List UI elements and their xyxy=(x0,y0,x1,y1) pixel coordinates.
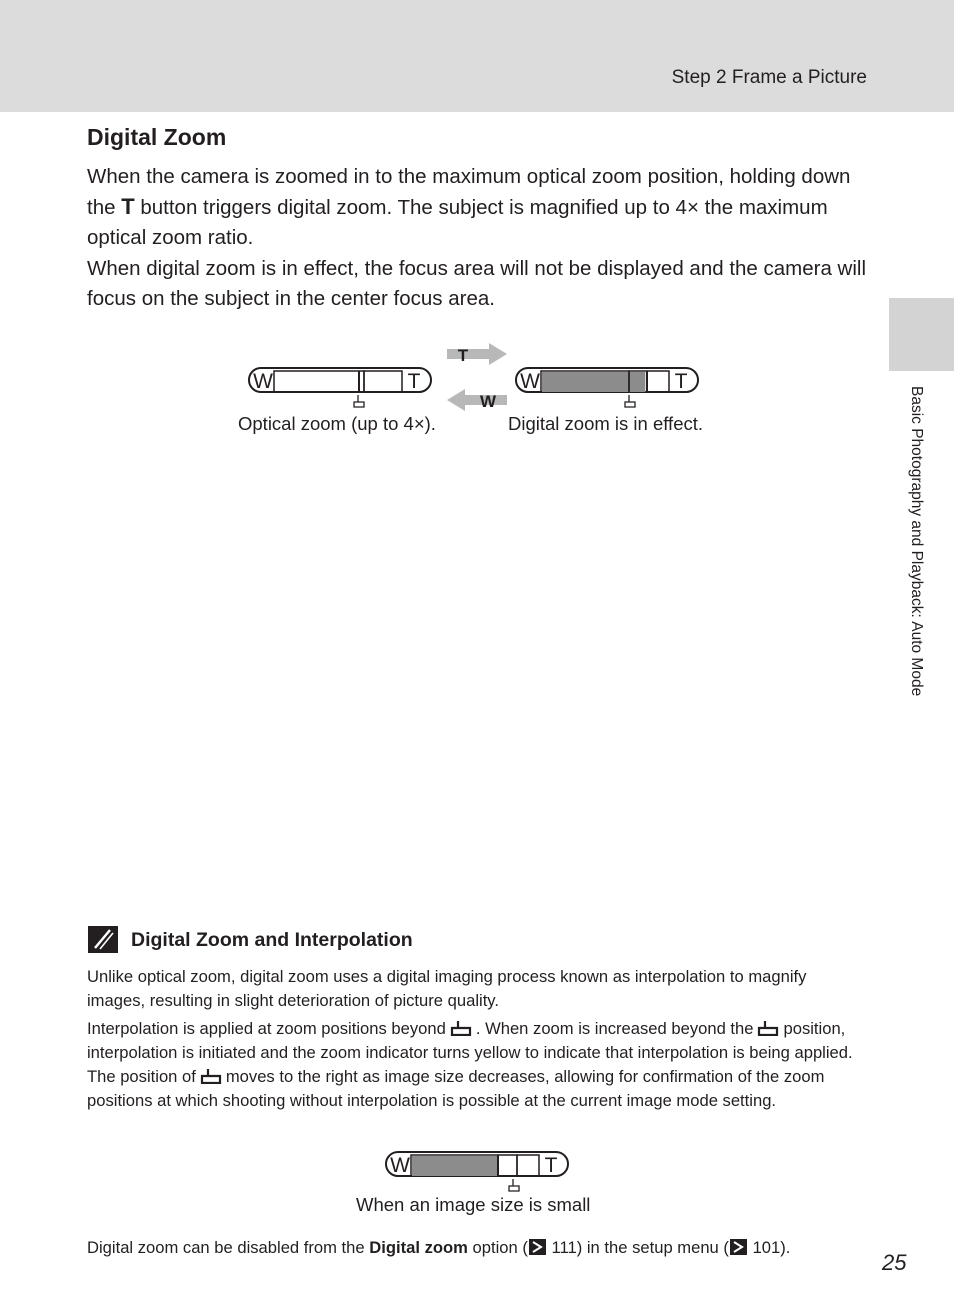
section-paragraph-1 xyxy=(87,162,867,253)
note-pencil-icon xyxy=(88,926,118,953)
zoom-in-letter: T xyxy=(457,346,469,365)
header-band xyxy=(0,0,954,112)
caption-digital-zoom: Digital zoom is in effect. xyxy=(508,413,704,434)
note-title: Digital Zoom and Interpolation xyxy=(131,929,413,951)
page-reference-icon xyxy=(729,1239,748,1255)
interpolation-mark-icon xyxy=(509,1179,519,1191)
section-paragraph-2: When digital zoom is in effect, the focus area will not be displayed and the camera will focus on the subject in the center focus area. xyxy=(87,257,867,310)
interpolation-mark-icon xyxy=(449,1020,473,1036)
header-title: Step 2 Frame a Picture xyxy=(671,67,867,88)
interpolation-mark-icon xyxy=(625,395,635,407)
para1-start: When the camera is zoomed in to the maximum optical zoom position, holding down the xyxy=(87,165,851,219)
side-tab xyxy=(889,298,954,371)
bar-wide-letter: W xyxy=(520,370,540,393)
bar-tele-letter: T xyxy=(674,370,688,393)
page-number: 25 xyxy=(882,1250,907,1275)
bar-wide-letter: W xyxy=(253,370,273,393)
para2-part-a: Interpolation is applied at zoom positions beyond xyxy=(87,1019,446,1038)
footer-ref-2: 101). xyxy=(752,1238,791,1257)
note-paragraph-1: Unlike optical zoom, digital zoom uses a digital imaging process known as interpolation to magnify images, resulting in slight deterioration of picture quality. xyxy=(87,967,807,1010)
t-button-glyph: T xyxy=(121,194,135,219)
page-reference-icon xyxy=(528,1239,547,1255)
section-title: Digital Zoom xyxy=(87,124,227,150)
small-image-zoom-indicator xyxy=(385,1151,569,1193)
para1-end: button triggers digital zoom. The subject is magnified up to 4× the maximum optical zoom ratio. xyxy=(87,196,828,249)
optical-zoom-indicator xyxy=(248,367,432,409)
zoom-fill xyxy=(412,1156,498,1176)
bar-wide-letter: W xyxy=(390,1154,410,1177)
digital-zoom-indicator xyxy=(515,367,699,409)
side-tab-label: Basic Photography and Playback: Auto Mode xyxy=(908,386,925,697)
footer-menu-name: Digital zoom xyxy=(369,1238,468,1257)
arrow-left-icon xyxy=(447,389,507,411)
footer-text xyxy=(87,1236,790,1260)
interpolation-mark-icon xyxy=(756,1020,780,1036)
footer-part-b: option ( xyxy=(472,1238,528,1257)
para2-part-c: position, interpolation is initiated and the zoom indicator turns yellow to indicate that interpolation is being applied. The position of xyxy=(87,1019,853,1086)
zoom-out-letter: W xyxy=(479,392,497,411)
interpolation-mark-icon xyxy=(199,1068,223,1084)
zoom-in-arrow xyxy=(445,343,509,367)
bar-tele-letter: T xyxy=(407,370,421,393)
para2-part-b: . When zoom is increased beyond the xyxy=(475,1019,754,1038)
footer-ref-1: 111) in the setup menu ( xyxy=(551,1238,729,1257)
zoom-out-arrow xyxy=(445,389,509,413)
footer-part-a: Digital zoom can be disabled from the xyxy=(87,1238,365,1257)
arrow-right-icon xyxy=(447,343,507,365)
bar-tele-letter: T xyxy=(544,1154,558,1177)
caption-small-image: When an image size is small xyxy=(356,1194,591,1215)
note-paragraph-2 xyxy=(87,1017,862,1113)
interpolation-mark-icon xyxy=(354,395,364,407)
zoom-fill xyxy=(542,372,645,392)
caption-optical-zoom: Optical zoom (up to 4×). xyxy=(238,413,436,434)
para2-part-d: moves to the right as image size decreases, allowing for confirmation of the zoom positions at which shooting without interpolation is possible at the current image mode setting. xyxy=(87,1067,825,1110)
